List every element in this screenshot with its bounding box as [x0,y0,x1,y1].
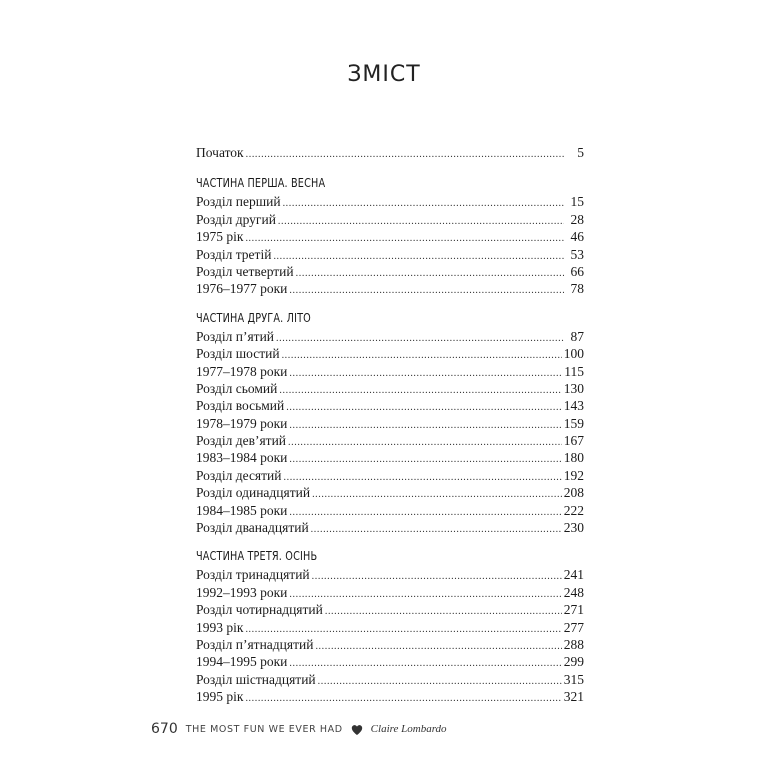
dot-leader [315,638,561,653]
toc-entry [196,211,584,228]
dot-leader [318,673,562,688]
dot-leader [284,469,562,484]
dot-leader [273,248,564,263]
toc-entry-page: 78 [570,281,584,297]
toc-entry-label: 1995 рік [196,689,244,705]
toc-entry [196,484,584,501]
dot-leader [289,365,562,380]
toc-entry-page: 5 [577,145,584,160]
toc-entry [196,432,584,449]
toc-entry [196,566,584,583]
dot-leader [288,434,562,449]
toc-entry-page: 208 [563,485,584,501]
toc-entry [196,601,584,618]
dot-leader [245,690,561,705]
dot-leader [279,382,561,397]
dot-leader [312,486,562,501]
dot-leader [289,451,561,466]
toc-entry-page: 66 [570,263,584,279]
toc-entry-label: Розділ сьомий [196,380,278,396]
toc-entry [196,228,584,245]
toc-entry-label: Розділ четвертий [196,263,294,279]
dot-leader [289,655,561,670]
toc-entry-page: 241 [563,567,584,583]
toc-entry [196,380,584,397]
toc-entry-label: 1977–1978 роки [196,363,288,379]
toc-entry [196,280,584,297]
toc-entry [196,246,584,263]
toc-entry-page: 180 [563,450,584,466]
toc-entry-page: 100 [563,346,584,362]
toc-entry-page: 299 [563,654,584,670]
toc-entry-label: Початок [196,145,244,160]
toc-entry-label: Розділ дев’ятий [196,433,287,449]
section-heading: ЧАСТИНА ПЕРША. ВЕСНА [196,175,326,191]
toc-entry-page: 115 [564,363,584,379]
toc-entry-page: 277 [563,619,584,635]
toc-entry-label: Розділ шістнадцятий [196,671,316,687]
author-name: Claire Lombardo [370,723,447,735]
toc-entry-label: 1993 рік [196,619,244,635]
toc-sections [196,173,584,705]
dot-leader [312,568,562,583]
toc-section [196,308,584,537]
toc-entry-label: Розділ тринадцятий [196,567,310,583]
toc-entry-page: 130 [563,380,584,396]
toc-entry-label: Розділ п’ятнадцятий [196,636,314,652]
toc-entry [196,653,584,670]
toc-entry-label: 1994–1995 роки [196,654,288,670]
heart-icon [351,723,363,735]
toc-entry-label: 1983–1984 роки [196,450,288,466]
toc-entry [196,144,584,161]
toc-entry-page: 315 [563,671,584,687]
toc-entry-label: Розділ п’ятий [196,328,275,344]
dot-leader [245,621,561,636]
dot-leader [289,504,561,519]
dot-leader [296,265,564,280]
toc-entry [196,345,584,362]
toc-entry-label: Розділ десятий [196,467,282,483]
dot-leader [276,330,564,345]
toc-entry-page: 222 [563,502,584,518]
page-number: 670 [151,721,178,737]
toc-entry-page: 159 [563,415,584,431]
running-title: THE MOST FUN WE EVER HAD [185,723,343,735]
section-heading: ЧАСТИНА ДРУГА. ЛІТО [196,309,311,325]
dot-leader [286,399,561,414]
toc-entry [196,502,584,519]
toc-entry-label: 1984–1985 роки [196,502,288,518]
dot-leader [246,146,564,161]
toc-entry [196,328,584,345]
toc-entry [196,519,584,536]
toc-entry-label: 1992–1993 роки [196,584,288,600]
toc-entry-label: 1978–1979 роки [196,415,288,431]
toc-entry-page: 321 [563,689,584,705]
toc-entry [196,449,584,466]
toc-entry-page: 143 [563,398,584,414]
toc-entry-label: Розділ шостий [196,346,280,362]
toc-entry-label: Розділ восьмий [196,398,285,414]
toc-entry-page: 53 [570,246,584,262]
toc-entry [196,363,584,380]
toc-entry-label: Розділ чотирнадцятий [196,602,323,618]
toc-entry [196,688,584,705]
toc-entry [196,193,584,210]
page-footer [151,719,447,739]
dot-leader [289,586,561,601]
dot-leader [283,195,564,210]
dot-leader [289,417,561,432]
toc-entry [196,397,584,414]
toc-entry [196,467,584,484]
toc-entry-page: 288 [563,636,584,652]
table-of-contents [196,144,584,716]
toc-entry-label: 1976–1977 роки [196,281,288,297]
toc-entry-page: 46 [570,229,584,245]
toc-entry-label: Розділ перший [196,194,281,210]
toc-entry-label: Розділ третій [196,246,272,262]
toc-entry-label: Розділ дванадцятий [196,520,309,536]
toc-entry [196,671,584,688]
toc-entry-page: 28 [570,211,584,227]
toc-entry-page: 230 [563,520,584,536]
dot-leader [311,521,562,536]
dot-leader [278,213,564,228]
toc-entry [196,584,584,601]
toc-section [196,546,584,705]
toc-entry-label: Розділ одинадцятий [196,485,311,501]
toc-entry-page: 15 [570,194,584,210]
dot-leader [245,230,564,245]
toc-entry-page: 271 [563,602,584,618]
toc-entry [196,263,584,280]
toc-entry-page: 192 [563,467,584,483]
toc-entry-page: 248 [563,584,584,600]
dot-leader [325,603,562,618]
toc-entry [196,619,584,636]
dot-leader [289,282,564,297]
toc-entry-page: 87 [570,328,584,344]
toc-entry-label: Розділ другий [196,211,276,227]
toc-section [196,173,584,297]
toc-entry-label: 1975 рік [196,229,244,245]
dot-leader [282,347,562,362]
toc-entry-page: 167 [563,433,584,449]
toc-entry [196,415,584,432]
toc-entry [196,636,584,653]
page-title: ЗМІСТ [347,62,421,87]
section-heading: ЧАСТИНА ТРЕТЯ. ОСІНЬ [196,548,318,564]
